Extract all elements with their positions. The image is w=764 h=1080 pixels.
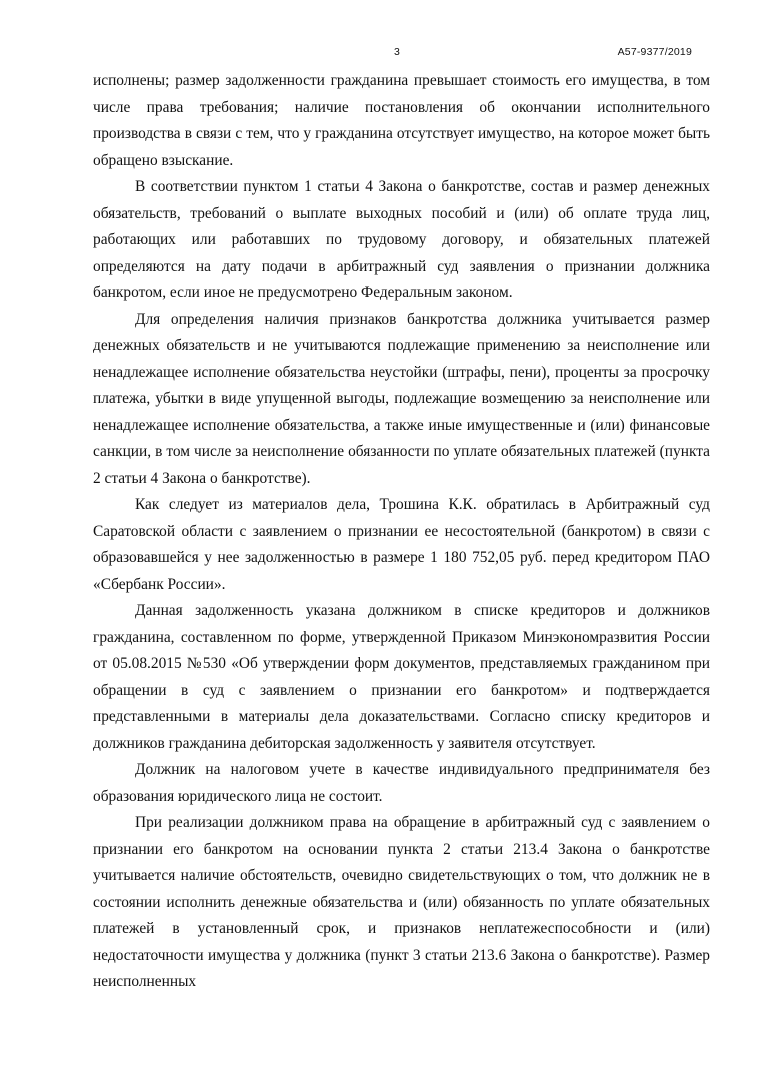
paragraph-bankruptcy-signs: Для определения наличия признаков банкротства должника учитывается размер денежных обязательств и не учитываются подлежащие применению за неисполнение или ненадлежащее исполнение обязательства неустойки (штрафы, пени), проценты за просрочку платежа, убытки в виде упущенной выгоды, подлежащие возмещению за неисполнение или ненадлежащее исполнение обязательства, а также иные имущественные и (или) финансовые санкции, в том числе за неисполнение обязанности по уплате обязательных платежей (пункта 2 статьи 4 Закона о банкротстве). [93,310,710,487]
paragraph-right-to-apply: При реализации должником права на обращение в арбитражный суд с заявлением о признании его банкротом на основании пункта 2 статьи 213.4 Закона о банкротстве учитывается наличие обстоятельств, очевидно свидетельствующих о том, что должник не в состоянии исполнить денежные обязательства и (или) обязанность по уплате обязательных платежей в установленный срок, и признаков неплатежеспособности и (или) недостаточности имущества у должника (пункт 3 статьи 213.6 Закона о банкротстве). Размер неисполненных [93,814,710,990]
paragraph-continuation: исполнены; размер задолженности гражданина превышает стоимость его имущества, в том числе права требования; наличие постановления об окончании исполнительного производства в связи с тем, что у гражданина отсутствует имущество, на которое может быть обращено взыскание. [93,72,710,169]
page-header [0,46,764,62]
page-number: 3 [394,46,400,58]
paragraph-case-materials: Как следует из материалов дела, Трошина К.К. обратилась в Арбитражный суд Саратовской области с заявлением о признании ее несостоятельной (банкротом) в связи с образовавшейся у нее задолженностью в размере 1 180 752,05 руб. перед кредитором ПАО «Сбербанк России». [93,496,710,593]
document-body [93,68,710,996]
paragraph-tax-registration: Должник на налоговом учете в качестве индивидуального предпринимателя без образования юридического лица не состоит. [93,761,710,805]
case-number: А57-9377/2019 [617,46,692,58]
paragraph-creditor-list: Данная задолженность указана должником в списке кредиторов и должников гражданина, составленном по форме, утвержденной Приказом Минэкономразвития России от 05.08.2015 №530 «Об утверждении форм документов, представляемых гражданином при обращении в суд с заявлением о признании его банкротом» и подтверждается представленными в материалы дела доказательствами. Согласно списку кредиторов и должников гражданина дебиторская задолженность у заявителя отсутствует. [93,602,710,752]
paragraph-obligations-composition: В соответствии пунктом 1 статьи 4 Закона о банкротстве, состав и размер денежных обязательств, требований о выплате выходных пособий и (или) об оплате труда лиц, работающих или работавших по трудовому договору, и обязательных платежей определяются на дату подачи в арбитражный суд заявления о признании должника банкротом, если иное не предусмотрено Федеральным законом. [93,178,710,301]
